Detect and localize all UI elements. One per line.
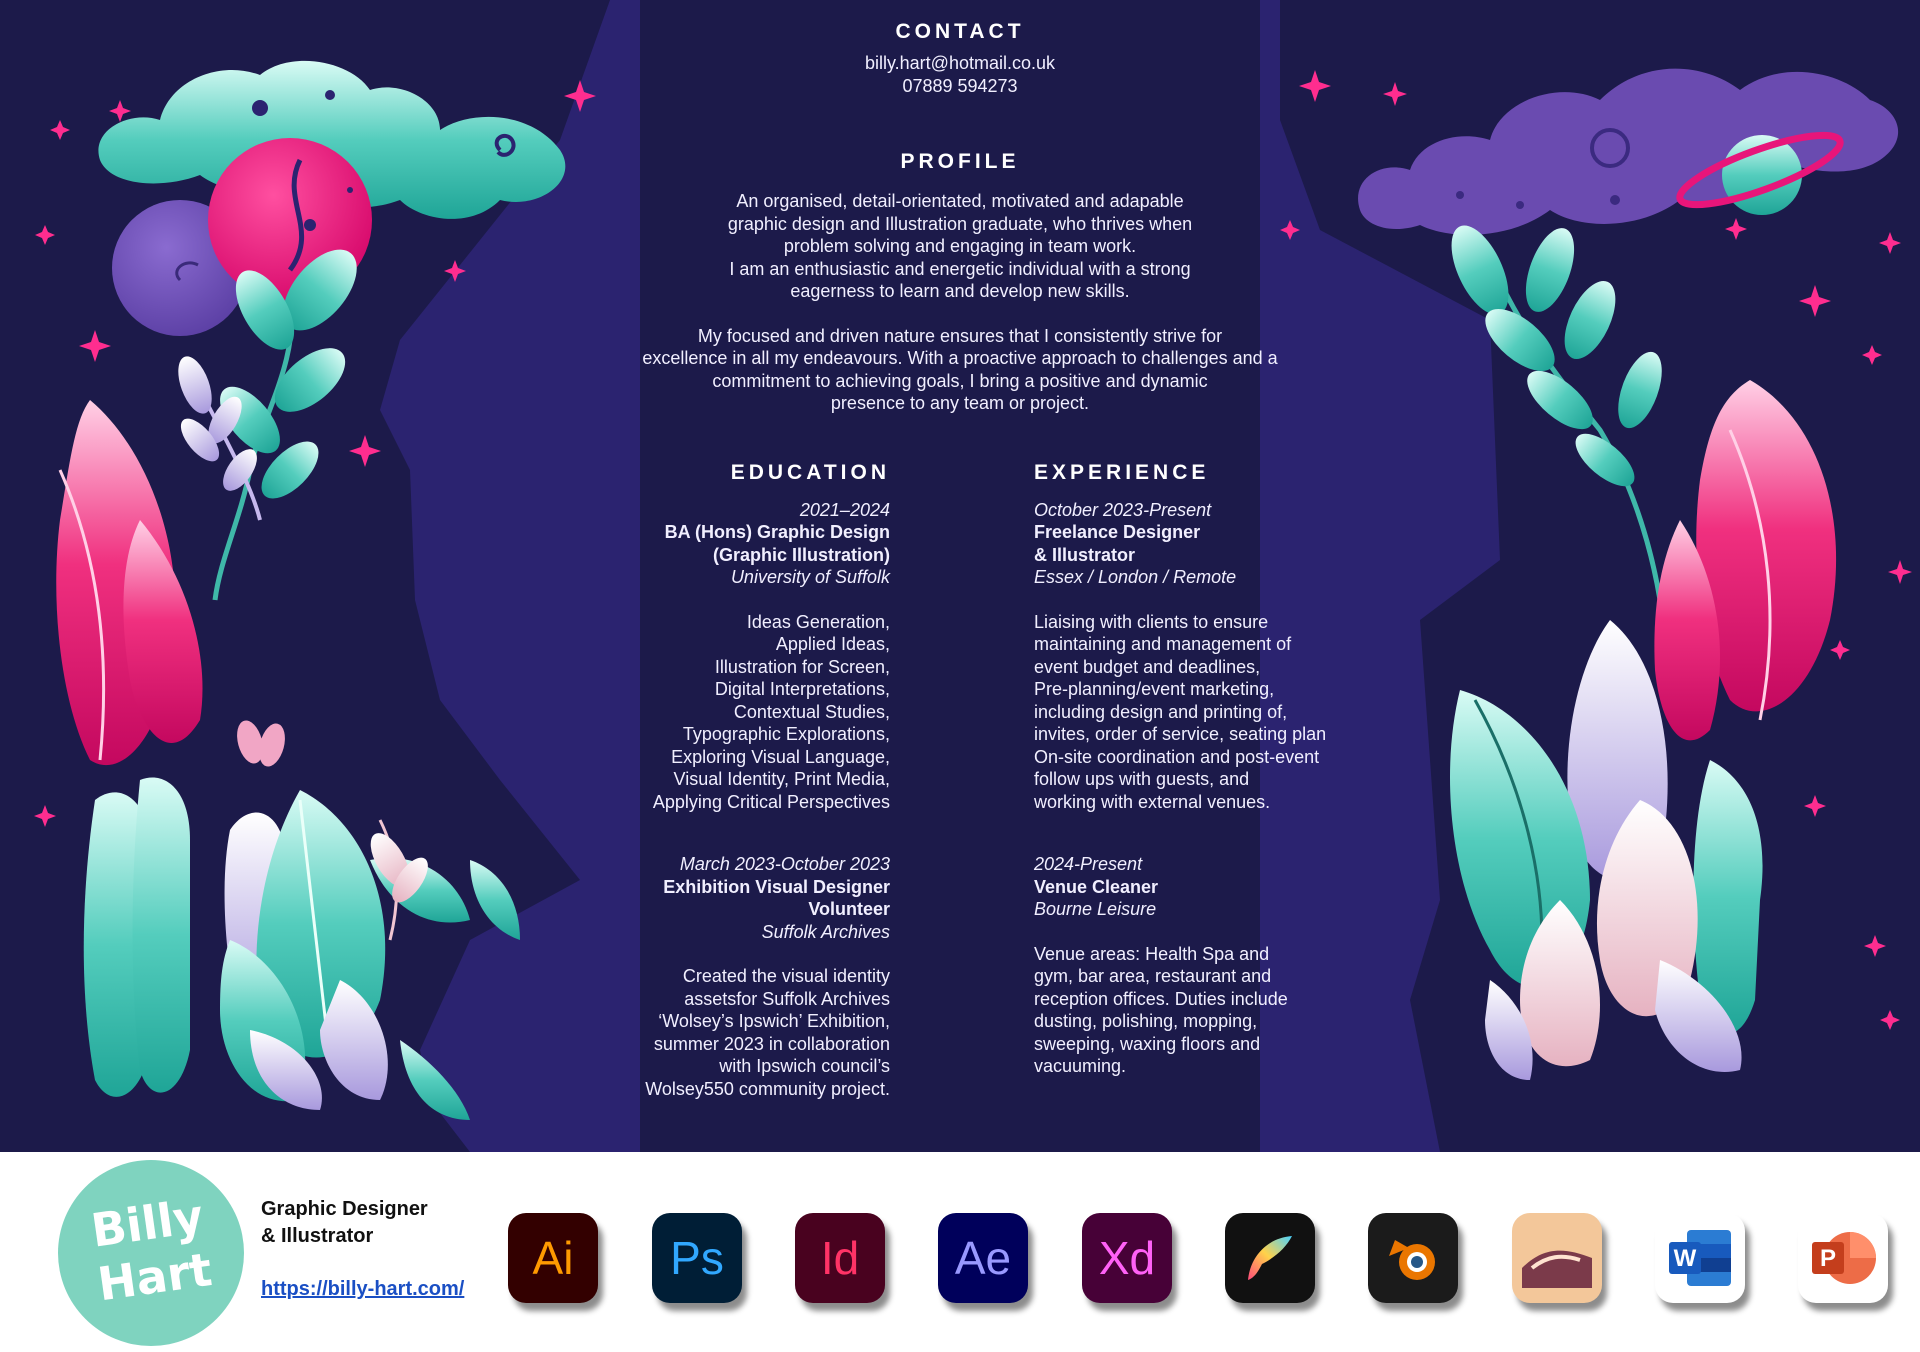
logo-wordmark: Billy Hart [87,1188,216,1312]
entry-title: BA (Hons) Graphic Design (Graphic Illustration) [664,522,890,565]
entry-details: Venue areas: Health Spa and gym, bar area, restaurant and reception offices. Duties include dusting, polishing, mopping, sweeping, waxing floors and vacuuming. [1034,943,1288,1076]
blender-logo-icon [1381,1226,1445,1290]
phone-number[interactable]: 07889 594273 [902,75,1018,96]
experience-entry [1034,853,1374,921]
profile-text [600,190,1320,437]
entry-dates: 2021–2024 [799,499,890,520]
entry-place: University of Suffolk [730,567,890,587]
profile-paragraph-1: An organised, detail-orientated, motivated and adapable graphic design and Illustration graduate, who thrives when problem solving and engaging in team work. I am an enthusiastic and energetic individual with a strong eagerness to learn and develop new skills. [727,191,1193,301]
education-entry [600,853,890,943]
indesign-icon: Id [795,1213,885,1303]
experience-entry [1034,499,1374,589]
entry-details: Liaising with clients to ensure maintaining and management of event budget and deadlines, Pre-planning/event marketing, including design and printing of, invites, order of service, seating plan On-site coordination and post-event follow ups with guests, and working with external venues. [1034,611,1327,812]
entry-place: Suffolk Archives [761,921,890,942]
entry-title: Exhibition Visual Designer Volunteer [663,876,890,919]
profile-heading: PROFILE [900,150,1020,173]
illustrator-icon: Ai [508,1213,598,1303]
entry-place: Bourne Leisure [1034,899,1157,919]
entry-dates: March 2023-October 2023 [679,854,890,874]
xd-icon: Xd [1082,1213,1172,1303]
after-effects-icon: Ae [938,1213,1028,1303]
experience-heading: EXPERIENCE [1034,461,1210,484]
entry-details: Created the visual identity assetsfor Suffolk Archives ‘Wolsey’s Ipswich’ Exhibition, summer 2023 in collaboration with Ipswich council’s Wolsey550 community project. [645,966,890,1099]
tagline: Graphic Designer & Illustrator [261,1198,428,1247]
education-column [600,462,890,1122]
resume-content [600,0,1380,1152]
left-botanical-illustration [0,0,640,1152]
education-heading: EDUCATION [730,461,890,484]
billy-hart-logo [58,1160,244,1346]
contact-details [600,52,1320,97]
word-icon [1655,1213,1745,1303]
entry-place: Essex / London / Remote [1034,567,1237,587]
blender-icon [1368,1213,1458,1303]
dune-app-icon [1512,1213,1602,1303]
profile-paragraph-2: My focused and driven nature ensures that I consistently strive for excellence in all my endeavours. With a proactive approach to challenges and a commitment to achieving goals, I bring a positive and dynamic presence to any team or project. [642,325,1278,413]
svg-text:W: W [1673,1245,1697,1272]
education-entry [600,499,890,589]
powerpoint-logo-icon [1808,1226,1878,1290]
experience-column [1034,462,1374,1100]
procreate-icon [1225,1213,1315,1303]
email-address[interactable]: billy.hart@hotmail.co.uk [864,53,1055,73]
dune-landscape-icon [1522,1228,1592,1288]
contact-heading: CONTACT [895,20,1025,43]
entry-dates: 2024-Present [1034,854,1143,874]
procreate-brush-icon [1240,1228,1300,1288]
word-logo-icon [1665,1226,1735,1290]
svg-text:P: P [1819,1245,1837,1272]
website-link[interactable]: https://billy-hart.com/ [261,1278,465,1300]
entry-dates: October 2023-Present [1034,499,1212,520]
entry-title: Venue Cleaner [1034,876,1159,897]
entry-title: Freelance Designer & Illustrator [1034,522,1201,565]
entry-details: Ideas Generation, Applied Ideas, Illustration for Screen, Digital Interpretations, Contextual Studies, Typographic Explorations, Exploring Visual Language, Visual Identity, Print Media, Applying Critical Perspectives [652,611,890,812]
powerpoint-icon [1798,1213,1888,1303]
photoshop-icon: Ps [652,1213,742,1303]
